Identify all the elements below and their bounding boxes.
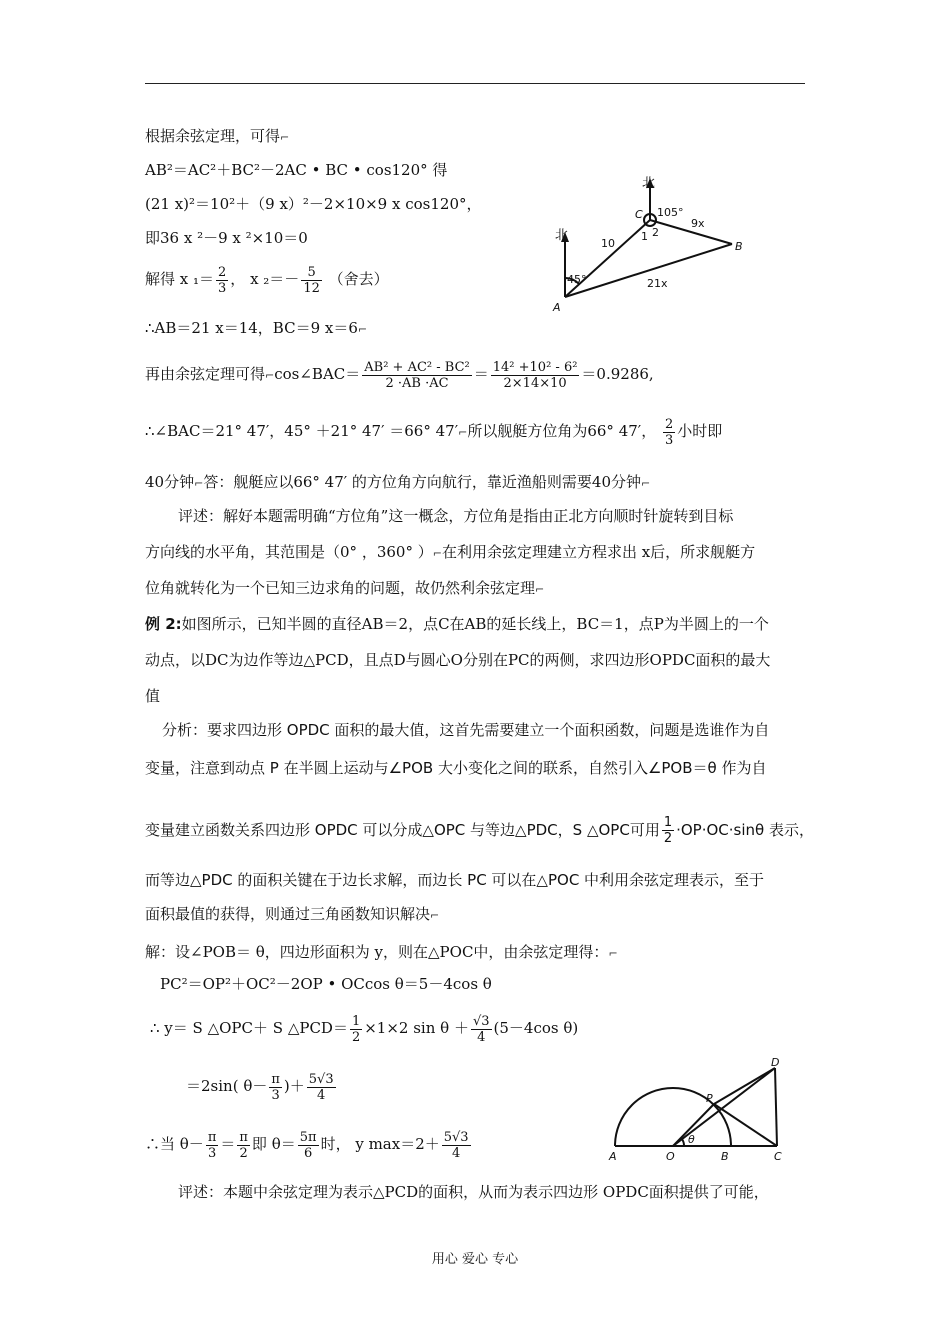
text-line: ∴当 θ－ $\frac{\pi}{3}$ ＝ $\frac{\pi}{2}$ 即 θ＝ $\frac{5\pi}{6}$ 时， y max＝2＋ $\frac{5√3}{4}$ <box>145 1129 469 1161</box>
text-line: 动点，以DC为边作等边△PCD，且点D与圆心O分别在PC的两侧，求四边形OPDC面积的最大 <box>145 651 771 669</box>
point-c-label: C <box>635 208 643 221</box>
point-a-label: A <box>553 301 561 314</box>
point-c-label: C <box>774 1150 782 1163</box>
text-line: 根据余弦定理，可得⌐ <box>145 127 290 145</box>
text-line: PC²＝OP²＋OC²－2OP • OCcos θ＝5－4cos θ <box>160 975 492 993</box>
angle-105-label: 105° <box>657 206 684 219</box>
text-line: ∴∠BAC＝21° 47′，45° ＋21° 47′ ＝66° 47′⌐所以舰艇方位角为66° 47′， $\frac{2}{3}$ 小时即 <box>145 416 723 448</box>
side-9x-label: 9x <box>691 217 705 230</box>
north-label: 北 <box>642 176 656 191</box>
text-line: 解：设∠POB＝ θ，四边形面积为 y，则在△POC中，由余弦定理得：⌐ <box>145 943 618 961</box>
text-line: 面积最值的获得，则通过三角函数知识解决⌐ <box>145 905 440 923</box>
semicircle-figure <box>600 1058 800 1164</box>
text-line: (21 x)²＝10²＋（9 x）²－2×10×9 x cos120°， <box>145 195 482 213</box>
text-line: 而等边△PDC 的面积关键在于边长求解，而边长 PC 可以在△POC 中利用余弦定理表示，至于 <box>145 871 765 889</box>
text-line: ∴AB＝21 x＝14，BC＝9 x＝6⌐ <box>145 319 368 337</box>
text-line: ＝2sin( θ－ $\frac{\pi}{3}$ )＋ $\frac{5√3}{4}$ <box>186 1071 334 1103</box>
text-line: 分析：要求四边形 OPDC 面积的最大值，这首先需要建立一个面积函数，问题是选谁作为自 <box>162 721 770 739</box>
side-10-label: 10 <box>601 237 615 250</box>
angle-45-label: 45° <box>567 273 587 286</box>
angle-1-label: 1 <box>641 230 648 243</box>
text-line: 40分钟⌐答：舰艇应以66° 47′ 的方位角方向航行，靠近渔船则需要40分钟⌐ <box>145 473 651 491</box>
text-line: 方向线的水平角，其范围是（0° ，360° ）⌐在利用余弦定理建立方程求出 x后，所求舰艇方 <box>145 543 756 561</box>
text-line: 评述：本题中余弦定理为表示△PCD的面积，从而为表示四边形 OPDC面积提供了可能， <box>178 1183 769 1201</box>
angle-2-label: 2 <box>652 226 659 239</box>
north-label: 北 <box>555 228 569 243</box>
text-line: 变量建立函数关系四边形 OPDC 可以分成△OPC 与等边△PDC，S △OPC可用 $\frac{1}{2}$ ·OP·OC·sinθ 表示， <box>145 815 814 846</box>
text-line: 值 <box>145 687 161 705</box>
text-line: 再由余弦定理可得⌐cos∠BAC＝ $\frac{\text{AB² + AC² - BC²}}{2 \cdot AB \cdot AC}$ ＝ $\frac{\text{14² +10² - 6²}}{2\times 14\times 10}$ ＝0.9286, <box>145 359 654 391</box>
text-line: 评述：解好本题需明确“方位角”这一概念，方位角是指由正北方向顺时针旋转到目标 <box>178 507 734 525</box>
point-b-label: B <box>721 1150 729 1163</box>
point-o-label: O <box>666 1150 675 1163</box>
text-line: 变量，注意到动点 P 在半圆上运动与∠POB 大小变化之间的联系，自然引入∠POB＝θ 作为自 <box>145 759 767 777</box>
header-rule <box>145 83 805 84</box>
point-a-label: A <box>609 1150 617 1163</box>
page-footer: 用心 爱心 专心 <box>431 1252 519 1267</box>
text-line: ∴ y＝ S △OPC＋ S △PCD＝ $\frac{1}{2}$ ×1×2 sin θ ＋ $\frac{√3}{4}$ (5－4cos θ) <box>150 1013 579 1045</box>
point-p-label: P <box>706 1092 713 1105</box>
point-d-label: D <box>771 1058 780 1069</box>
text-line: 解得 x ₁＝ $\frac{2}{3}$ ， x ₂＝－ $\frac{5}{12}$ （舍去） <box>145 264 389 296</box>
text-line: 即36 x ²－9 x ²×10＝0 <box>145 229 308 247</box>
text-line: 例 2:如图所示，已知半圆的直径AB＝2，点C在AB的延长线上，BC＝1，点P为半圆上的一个 <box>145 615 769 633</box>
triangle-figure <box>545 170 780 318</box>
text-line: 位角就转化为一个已知三边求角的问题，故仍然利余弦定理⌐ <box>145 579 545 597</box>
text-line: AB²＝AC²＋BC²－2AC • BC • cos120° 得 <box>145 161 448 179</box>
theta-label: θ <box>688 1133 695 1146</box>
side-21x-label: 21x <box>647 277 668 290</box>
point-b-label: B <box>735 240 743 253</box>
